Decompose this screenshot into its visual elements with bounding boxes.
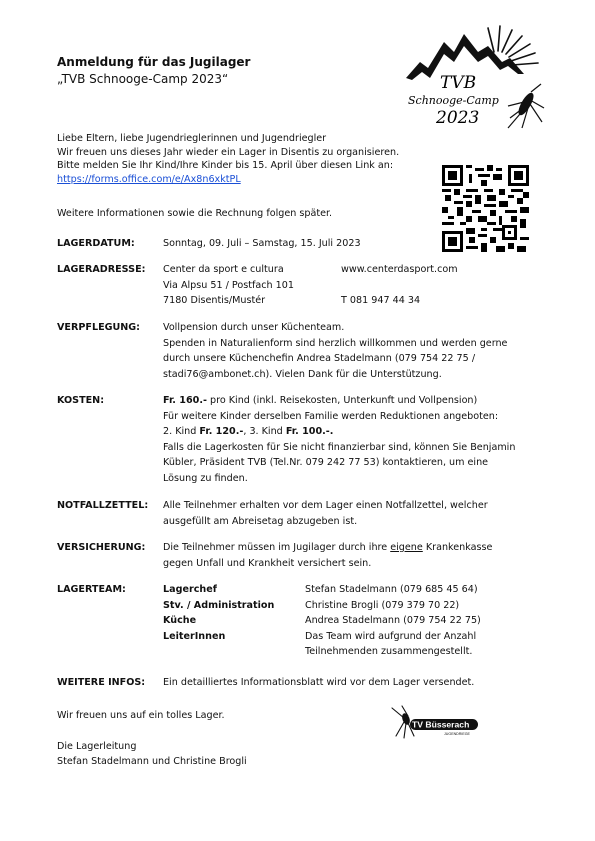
verpflegung-line: Vollpension durch unser Küchenteam. [163,322,345,333]
logo-top-line3: 2023 [436,108,480,128]
section-label: NOTFALLZETTEL: [57,500,149,511]
team-person: Christine Brogli (079 379 70 22) [305,599,460,611]
mosquito-logo [388,702,480,740]
website-text: www.centerdasport.com [341,264,458,275]
kosten-line: Lösung zu finden. [163,472,248,484]
team-role: LeiterInnen [163,630,226,642]
address-line: Center da sport e cultura [163,264,284,275]
team-role: Lagerchef [163,584,217,595]
intro-line: Wir freuen uns dieses Jahr wieder ein Lager in Disentis zu organisieren. [57,146,400,158]
verpflegung-line: Spenden in Naturalienform sind herzlich willkommen und werden gerne [163,337,508,349]
weitere-value: Ein detailliertes Informationsblatt wird vor dem Lager versendet. [163,677,475,688]
logo-top-line2: Schnooge-Camp [408,94,499,107]
price-first: Fr. 160.- [163,395,207,406]
kosten-line: Falls die Lagerkosten für Sie nicht finanzierbar sind, können Sie Benjamin [163,441,516,453]
logo-top-line1: TVB [440,73,477,93]
team-role: Stv. / Administration [163,599,275,611]
logo-bottom-text: TV Büsserach [412,719,470,730]
closing-line: Wir freuen uns auf ein tolles Lager. [57,710,225,721]
team-row [163,582,543,598]
team-person: Andrea Stadelmann (079 754 22 75) [305,615,481,626]
team-row [163,613,543,629]
price-third: Fr. 100.-. [285,426,334,437]
intro-line: Bitte melden Sie Ihr Kind/Ihre Kinder bis 15. April über diesen Link an: [57,160,394,171]
kosten-text: , 3. Kind [243,426,286,437]
verpflegung-line: stadi76@ambonet.ch). Vielen Dank für die Unterstützung. [163,368,442,380]
mosquito-icon [508,84,544,128]
registration-link[interactable]: https://forms.office.com/e/Ax8n6xktPL [57,173,241,185]
title-block [57,54,250,88]
signature-line: Die Lagerleitung [57,741,137,752]
lagerdatum-value: Sonntag, 09. Juli – Samstag, 15. Juli 2023 [163,238,361,249]
versicherung-text: Krankenkasse [422,542,493,553]
section-label: KOSTEN: [57,395,105,406]
signature-block [57,739,247,769]
section-label: LAGERTEAM: [57,584,126,595]
notfall-line: Alle Teilnehmer erhalten vor dem Lager einen Notfallzettel, welcher [163,500,488,511]
team-person: Stefan Stadelmann (079 685 45 64) [305,584,478,595]
kosten-line: Für weitere Kinder derselben Familie werden Reduktionen angeboten: [163,410,499,422]
versicherung-line: gegen Unfall und Krankheit versichert sein. [163,557,372,569]
phone-text: T 081 947 44 34 [341,295,421,306]
logo-bottom-sub: JUGENDRIEGE [444,732,470,736]
notfall-line: ausgefüllt am Abreisetag abzugeben ist. [163,515,358,527]
address-line: Via Alpsu 51 / Postfach 101 [163,279,294,291]
kosten-line: Kübler, Präsident TVB (Tel.Nr. 079 242 77 53) kontaktieren, um eine [163,457,489,468]
kosten-text: pro Kind (inkl. Reisekosten, Unterkunft und Vollpension) [206,395,478,406]
signature-names: Stefan Stadelmann und Christine Brogli [57,756,247,767]
price-second: Fr. 120.- [199,426,244,437]
section-label: WEITERE INFOS: [57,677,146,688]
kosten-text: 2. Kind [163,426,200,437]
verpflegung-line: durch unsere Küchenchefin Andrea Stadelmann (079 754 22 75 / [163,353,476,364]
section-label: LAGERDATUM: [57,238,135,249]
intro-text [57,132,437,186]
mountains-mosquito-logo [398,22,548,134]
info-note: Weitere Informationen sowie die Rechnung folgen später. [57,208,333,219]
page-subtitle: „TVB Schnooge-Camp 2023“ [57,72,229,86]
section-label: VERPFLEGUNG: [57,322,141,333]
team-person: Das Team wird aufgrund der Anzahl Teilnehmenden zusammengestellt. [305,630,477,657]
section-label: LAGERADRESSE: [57,264,146,275]
versicherung-text: Die Teilnehmer müssen im Jugilager durch ihre [163,542,391,553]
emphasis-eigene: eigene [390,542,423,553]
address-line: 7180 Disentis/Mustér [163,295,266,306]
team-role: Küche [163,615,197,626]
page-title: Anmeldung für das Jugilager [57,55,251,69]
team-row [163,629,543,660]
section-label: VERSICHERUNG: [57,542,146,553]
team-row [163,598,543,614]
intro-line: Liebe Eltern, liebe Jugendrieglerinnen und Jugendriegler [57,133,327,144]
